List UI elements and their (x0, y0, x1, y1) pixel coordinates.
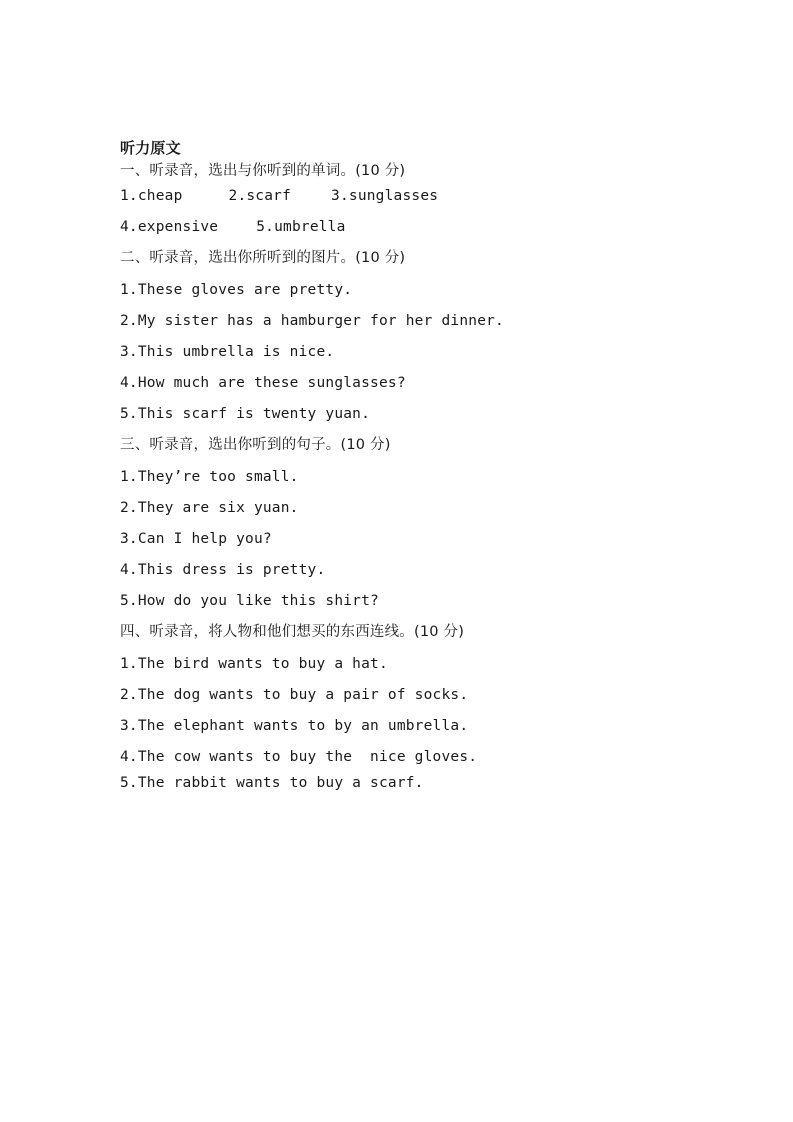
section-2-item: 5.This scarf is twenty yuan. (120, 406, 371, 422)
section-1-heading: 一、听录音，选出与你听到的单词。(10 分) (120, 163, 406, 179)
section-2-item: 4.How much are these sunglasses? (120, 375, 406, 391)
section-1-row-2 (120, 218, 346, 236)
section-4-heading: 四、听录音，将人物和他们想买的东西连线。(10 分) (120, 624, 465, 640)
word-item-5: 5.umbrella (256, 219, 346, 235)
section-4-item: 1.The bird wants to buy a hat. (120, 656, 388, 672)
word-item-2: 2.scarf (228, 188, 292, 204)
section-4-item: 3.The elephant wants to by an umbrella. (120, 718, 469, 734)
section-2-item: 2.My sister has a hamburger for her dinner. (120, 313, 504, 329)
section-3-item: 3.Can I help you? (120, 531, 272, 547)
section-3-item: 5.How do you like this shirt? (120, 593, 379, 609)
section-3-item: 1.They’re too small. (120, 469, 299, 485)
section-4-item: 4.The cow wants to buy the nice gloves. (120, 749, 478, 765)
section-3-item: 4.This dress is pretty. (120, 562, 326, 578)
section-4-item: 2.The dog wants to buy a pair of socks. (120, 687, 469, 703)
section-2-item: 1.These gloves are pretty. (120, 282, 353, 298)
section-3-heading: 三、听录音，选出你听到的句子。(10 分) (120, 437, 391, 453)
section-1-row-1 (120, 187, 438, 205)
section-4-item: 5.The rabbit wants to buy a scarf. (120, 775, 424, 791)
section-3-item: 2.They are six yuan. (120, 500, 299, 516)
page-title: 听力原文 (120, 139, 181, 157)
word-item-3: 3.sunglasses (331, 188, 439, 204)
word-item-1: 1.cheap (120, 188, 183, 204)
section-2-heading: 二、听录音，选出你所听到的图片。(10 分) (120, 250, 406, 266)
word-item-4: 4.expensive (120, 219, 219, 235)
section-2-item: 3.This umbrella is nice. (120, 344, 335, 360)
